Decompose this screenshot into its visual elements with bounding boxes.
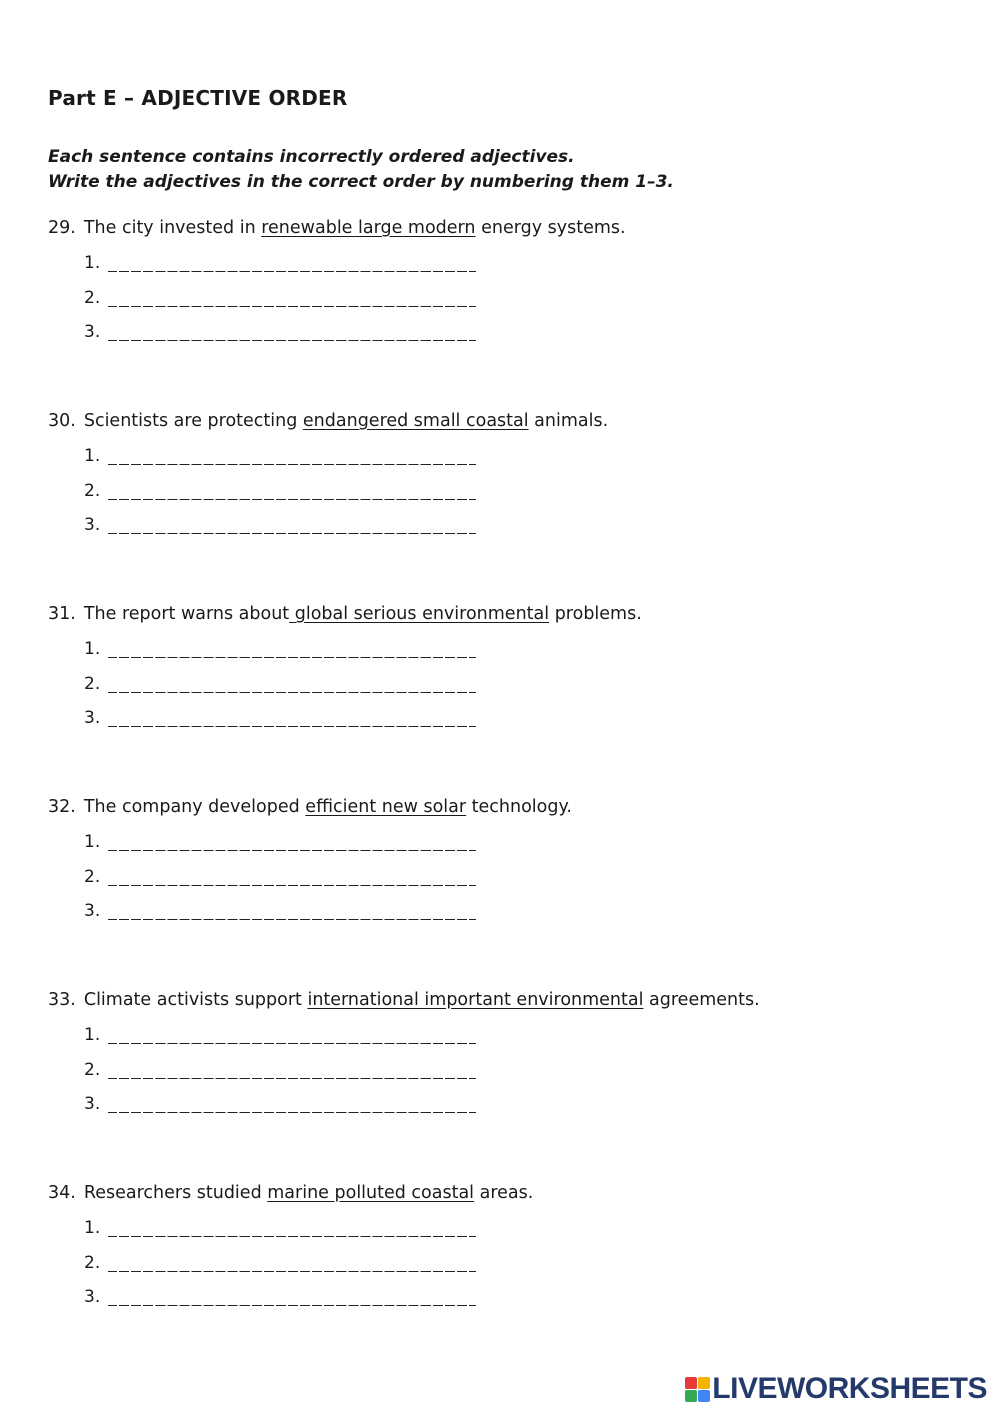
answer-row bbox=[84, 674, 476, 694]
answer-blank[interactable] bbox=[108, 1043, 476, 1044]
answer-blank[interactable] bbox=[108, 533, 476, 534]
underlined-adjectives: renewable large modern bbox=[261, 218, 476, 238]
instruction-line-1: Each sentence contains incorrectly ordered adjectives. bbox=[48, 147, 575, 167]
answer-number: 2. bbox=[84, 288, 101, 308]
question-text-after: problems. bbox=[549, 604, 642, 624]
underlined-adjectives: global serious environmental bbox=[289, 604, 550, 624]
answer-number: 1. bbox=[84, 446, 101, 466]
answer-number: 3. bbox=[84, 322, 101, 342]
answer-row bbox=[84, 1287, 476, 1307]
answer-number: 2. bbox=[84, 1060, 101, 1080]
logo-text: LIVEWORKSHEETS bbox=[712, 1372, 987, 1405]
liveworksheets-logo bbox=[685, 1372, 987, 1406]
question-text-after: energy systems. bbox=[475, 218, 626, 238]
underlined-adjectives: international important environmental bbox=[307, 990, 644, 1010]
answer-blank[interactable] bbox=[108, 657, 476, 658]
question-number: 30. bbox=[48, 411, 76, 431]
answer-number: 2. bbox=[84, 867, 101, 887]
answer-row bbox=[84, 253, 476, 273]
answer-blank[interactable] bbox=[108, 340, 476, 341]
answer-row bbox=[84, 901, 476, 921]
question-32 bbox=[48, 797, 572, 817]
answer-number: 3. bbox=[84, 515, 101, 535]
answer-number: 2. bbox=[84, 674, 101, 694]
answer-blank[interactable] bbox=[108, 692, 476, 693]
answer-row bbox=[84, 639, 476, 659]
answer-row bbox=[84, 322, 476, 342]
answer-blank[interactable] bbox=[108, 1305, 476, 1306]
logo-tile-v bbox=[685, 1390, 697, 1402]
answer-blank[interactable] bbox=[108, 271, 476, 272]
answer-number: 3. bbox=[84, 1094, 101, 1114]
question-text-after: agreements. bbox=[643, 990, 760, 1010]
answer-row bbox=[84, 1218, 476, 1238]
answer-blank[interactable] bbox=[108, 919, 476, 920]
question-31 bbox=[48, 604, 642, 624]
question-number: 33. bbox=[48, 990, 76, 1010]
answer-number: 1. bbox=[84, 639, 101, 659]
logo-tile-e bbox=[698, 1390, 710, 1402]
answer-row bbox=[84, 832, 476, 852]
answer-row bbox=[84, 288, 476, 308]
question-number: 29. bbox=[48, 218, 76, 238]
answer-blank[interactable] bbox=[108, 1271, 476, 1272]
answer-number: 1. bbox=[84, 1218, 101, 1238]
question-text-before: The company developed bbox=[83, 797, 306, 817]
answer-number: 3. bbox=[84, 1287, 101, 1307]
answer-blank[interactable] bbox=[108, 306, 476, 307]
answer-blank[interactable] bbox=[108, 1078, 476, 1079]
answer-blank[interactable] bbox=[108, 1236, 476, 1237]
question-number: 34. bbox=[48, 1183, 76, 1203]
question-text-before: The report warns about bbox=[83, 604, 290, 624]
answer-row bbox=[84, 1253, 476, 1273]
answer-blank[interactable] bbox=[108, 885, 476, 886]
answer-number: 2. bbox=[84, 481, 101, 501]
answer-number: 1. bbox=[84, 832, 101, 852]
answer-row bbox=[84, 708, 476, 728]
question-29 bbox=[48, 218, 626, 238]
answer-blank[interactable] bbox=[108, 726, 476, 727]
question-text-after: technology. bbox=[466, 797, 572, 817]
question-33 bbox=[48, 990, 760, 1010]
question-number: 32. bbox=[48, 797, 76, 817]
answer-blank[interactable] bbox=[108, 850, 476, 851]
answer-number: 1. bbox=[84, 253, 101, 273]
question-34 bbox=[48, 1183, 533, 1203]
answer-row bbox=[84, 446, 476, 466]
logo-tile-i bbox=[698, 1377, 710, 1389]
logo-mark-icon bbox=[685, 1377, 710, 1402]
question-number: 31. bbox=[48, 604, 76, 624]
answer-number: 1. bbox=[84, 1025, 101, 1045]
underlined-adjectives: efficient new solar bbox=[305, 797, 467, 817]
instruction-line-2: Write the adjectives in the correct order by numbering them 1–3. bbox=[48, 172, 674, 192]
answer-number: 3. bbox=[84, 708, 101, 728]
answer-blank[interactable] bbox=[108, 1112, 476, 1113]
answer-row bbox=[84, 1025, 476, 1045]
answer-row bbox=[84, 481, 476, 501]
question-30 bbox=[48, 411, 608, 431]
question-text-before: Climate activists support bbox=[83, 990, 308, 1010]
answer-row bbox=[84, 867, 476, 887]
answer-row bbox=[84, 1094, 476, 1114]
underlined-adjectives: marine polluted coastal bbox=[267, 1183, 475, 1203]
question-text-before: Scientists are protecting bbox=[83, 411, 303, 431]
answer-blank[interactable] bbox=[108, 499, 476, 500]
question-text-after: animals. bbox=[528, 411, 609, 431]
question-text-after: areas. bbox=[474, 1183, 534, 1203]
underlined-adjectives: endangered small coastal bbox=[302, 411, 529, 431]
answer-blank[interactable] bbox=[108, 464, 476, 465]
answer-number: 3. bbox=[84, 901, 101, 921]
question-text-before: Researchers studied bbox=[83, 1183, 268, 1203]
logo-tile-l bbox=[685, 1377, 697, 1389]
answer-row bbox=[84, 515, 476, 535]
answer-number: 2. bbox=[84, 1253, 101, 1273]
page-title: Part E – ADJECTIVE ORDER bbox=[48, 86, 348, 110]
answer-row bbox=[84, 1060, 476, 1080]
question-text-before: The city invested in bbox=[83, 218, 262, 238]
